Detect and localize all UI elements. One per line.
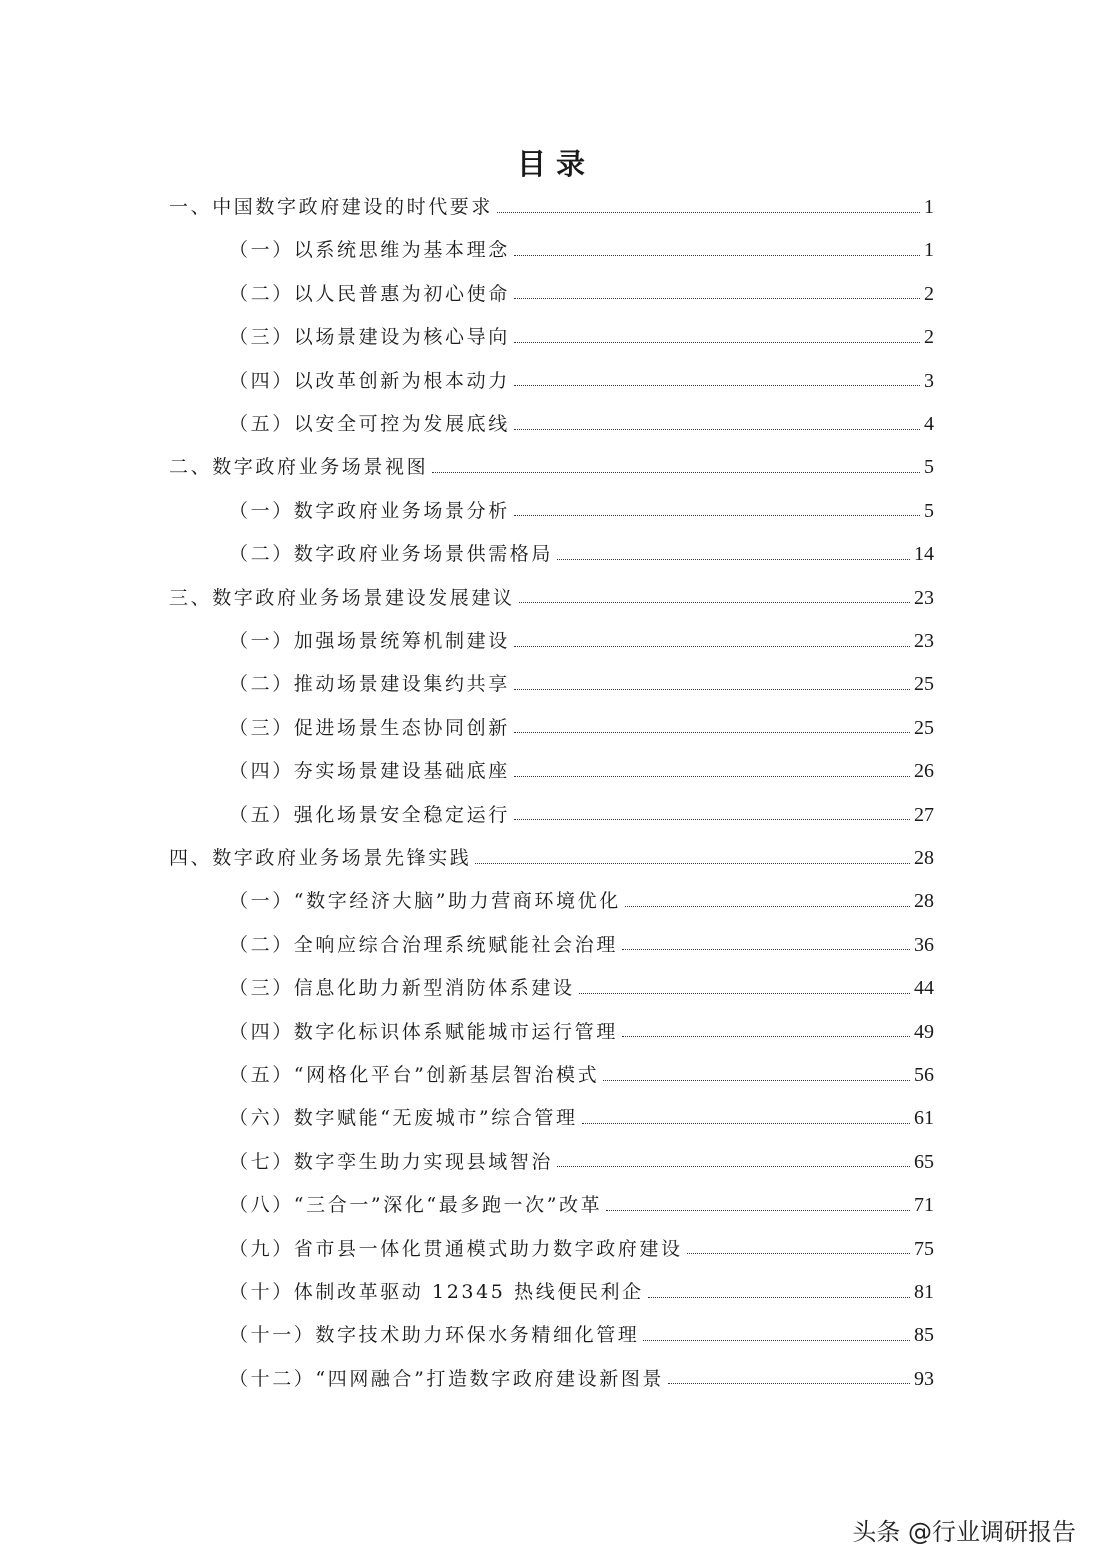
toc-entry[interactable] [229,1277,934,1307]
toc-entry-page-number: 61 [914,1107,934,1130]
toc-entry-label: （六）数字赋能“无废城市”综合管理 [229,1107,578,1130]
dot-leader [497,212,920,213]
toc-entry[interactable] [229,409,934,439]
dot-leader [514,298,920,299]
toc-entry[interactable] [229,973,934,1003]
toc-entry-label: 二、数字政府业务场景视图 [169,456,429,479]
toc-entry-page-number: 26 [914,760,934,783]
dot-leader [579,993,910,994]
toc-entry-label: （一）数字政府业务场景分析 [229,499,510,522]
toc-entry-page-number: 25 [914,716,934,739]
dot-leader [514,515,920,516]
toc-entry-label: （二）全响应综合治理系统赋能社会治理 [229,933,618,956]
toc-entry[interactable] [229,713,934,743]
dot-leader [557,559,910,560]
toc-entry-label: （五）以安全可控为发展底线 [229,413,510,435]
dot-leader [622,1036,910,1037]
toc-entry-page-number: 5 [924,456,934,479]
toc-entry-page-number: 85 [914,1324,934,1347]
toc-entry[interactable] [229,626,934,656]
toc-entry[interactable] [229,279,934,309]
toc-entry-label: （一）以系统思维为基本理念 [229,239,510,262]
toc-entry-label: （八）“三合一”深化“最多跑一次”改革 [229,1194,603,1217]
dot-leader [603,1080,910,1081]
toc-entry-label: （一）加强场景统筹机制建设 [229,630,510,652]
toc-entry[interactable] [229,886,934,916]
toc-entry-page-number: 4 [924,413,934,435]
toc-entry[interactable] [229,1190,934,1220]
toc-entry-label: （四）夯实场景建设基础底座 [229,760,510,783]
toc-entry[interactable] [169,452,934,482]
dot-leader [514,255,920,256]
toc-entry-label: （四）以改革创新为根本动力 [229,369,510,392]
toc-entry[interactable] [229,756,934,786]
dot-leader [648,1297,910,1298]
watermark: 头条 @行业调研报告 [852,1518,1076,1546]
toc-entry[interactable] [229,1364,934,1394]
toc-entry-label: （一）“数字经济大脑”助力营商环境优化 [229,890,621,913]
toc-entry-label: （七）数字孪生助力实现县域智治 [229,1150,554,1173]
toc-entry-page-number: 28 [914,890,934,913]
dot-leader [606,1210,910,1211]
toc-entry-page-number: 14 [914,543,934,566]
toc-entry-page-number: 81 [914,1281,934,1303]
toc-entry[interactable] [229,1017,934,1047]
toc-entry[interactable] [229,322,934,352]
toc-entry-page-number: 5 [924,499,934,522]
toc-entry[interactable] [229,496,934,526]
toc-entry[interactable] [229,669,934,699]
toc-entry-page-number: 49 [914,1020,934,1043]
dot-leader [514,429,920,430]
toc-entry-label: （三）促进场景生态协同创新 [229,716,510,739]
toc-entry-label: （四）数字化标识体系赋能城市运行管理 [229,1020,618,1043]
toc-entry-label: （五）“网格化平台”创新基层智治模式 [229,1064,600,1086]
dot-leader [514,646,910,647]
toc-entry-label: （二）以人民普惠为初心使命 [229,282,510,305]
dot-leader [514,776,910,777]
toc-entry-page-number: 23 [914,586,934,609]
toc-entry-page-number: 65 [914,1150,934,1173]
dot-leader [625,906,910,907]
page-title: 目 录 [516,147,586,181]
toc-entry-page-number: 2 [924,326,934,349]
toc-entry[interactable] [229,1060,934,1090]
dot-leader [519,602,910,603]
dot-leader [622,949,910,950]
dot-leader [514,689,910,690]
toc-entry-page-number: 1 [924,239,934,262]
toc-entry[interactable] [229,800,934,830]
toc-entry-page-number: 2 [924,282,934,305]
toc-entry-page-number: 71 [914,1194,934,1217]
toc-entry-label: 四、数字政府业务场景先锋实践 [169,847,472,869]
toc-entry[interactable] [229,1103,934,1133]
toc-entry-page-number: 28 [914,847,934,869]
dot-leader [514,385,920,386]
dot-leader [582,1123,910,1124]
toc-entry-label: （九）省市县一体化贯通模式助力数字政府建设 [229,1237,683,1260]
toc-entry[interactable] [229,930,934,960]
dot-leader [432,472,920,473]
toc-entry-page-number: 27 [914,803,934,826]
toc-entry-label: （十）体制改革驱动 12345 热线便民利企 [229,1281,644,1303]
toc-entry-label: 三、数字政府业务场景建设发展建议 [169,586,515,609]
toc-entry[interactable] [229,366,934,396]
dot-leader [475,863,910,864]
toc-entry-label: （二）推动场景建设集约共享 [229,673,510,696]
toc-entry[interactable] [229,235,934,265]
toc-entry-page-number: 25 [914,673,934,696]
toc-entry-page-number: 36 [914,933,934,956]
toc-entry-label: （十一）数字技术助力环保水务精细化管理 [229,1324,640,1347]
toc-entry-label: （五）强化场景安全稳定运行 [229,803,510,826]
toc-entry-page-number: 3 [924,369,934,392]
toc-entry-label: （十二）“四网融合”打造数字政府建设新图景 [229,1367,665,1390]
toc-entry-label: （三）信息化助力新型消防体系建设 [229,977,575,1000]
dot-leader [668,1383,910,1384]
toc-entry-page-number: 23 [914,630,934,652]
toc-entry[interactable] [169,583,934,613]
dot-leader [643,1340,910,1341]
dot-leader [687,1253,910,1254]
dot-leader [514,819,910,820]
toc-entry-page-number: 56 [914,1064,934,1086]
toc-entry[interactable] [169,843,934,873]
dot-leader [557,1166,910,1167]
toc-entry[interactable] [229,539,934,569]
toc-entry-page-number: 44 [914,977,934,1000]
toc-entry-page-number: 1 [924,196,934,218]
toc-entry[interactable] [169,192,934,222]
toc-entry[interactable] [229,1320,934,1350]
dot-leader [514,732,910,733]
toc-entry-label: 一、中国数字政府建设的时代要求 [169,196,494,218]
toc-entry[interactable] [229,1147,934,1177]
toc-entry-label: （三）以场景建设为核心导向 [229,326,510,349]
toc-entry[interactable] [229,1234,934,1264]
dot-leader [514,342,920,343]
toc-entry-page-number: 93 [914,1367,934,1390]
toc-entry-page-number: 75 [914,1237,934,1260]
toc-entry-label: （二）数字政府业务场景供需格局 [229,543,554,566]
